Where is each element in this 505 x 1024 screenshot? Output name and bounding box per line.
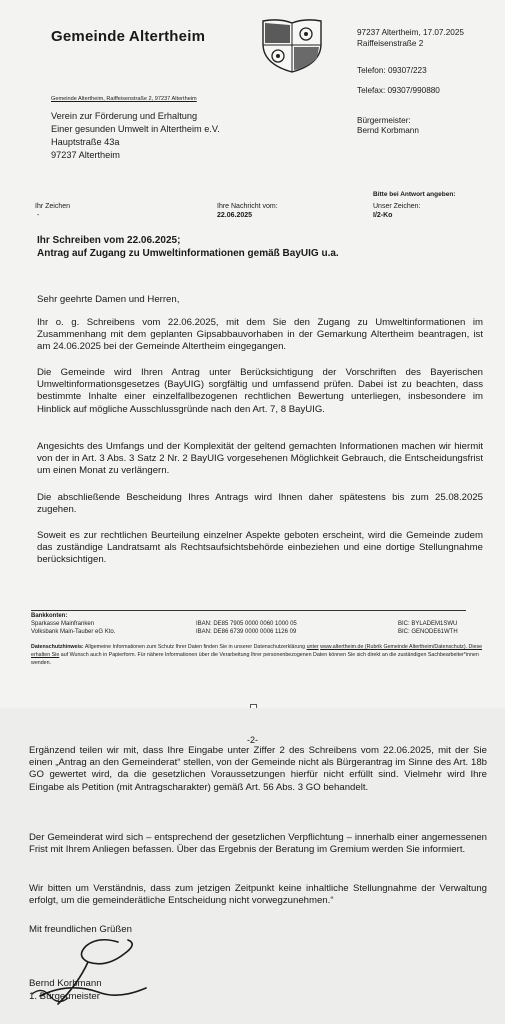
paragraph-understanding: Wir bitten um Verständnis, dass zum jetzigen Zeitpunkt keine inhaltliche Stellungnahme der Verwaltung erfolgt, um die gemeinderätliche Entscheidung nicht vorwegzunehmen.“: [29, 883, 487, 907]
iban-2: IBAN: DE86 6739 0000 0006 1126 09: [196, 629, 297, 635]
salutation: Sehr geehrte Damen und Herren,: [37, 294, 180, 305]
letter-page-2: [0, 708, 505, 1024]
bic-1: BIC: BYLADEM1SWU: [398, 621, 458, 627]
privacy-text: Allgemeine Informationen zum Schutz Ihrer Daten finden Sie in unserer Datenschutzerklärung: [84, 644, 306, 650]
letterhead-fax: Telefax: 09307/990880: [357, 86, 440, 95]
paragraph-authority: Soweit es zur rechtlichen Beurteilung einzelner Aspekte geboten erscheint, wird die Gemeinde zudem das zuständige Landratsamt als Rechtsaufsichtsbehörde einbeziehen und eine dortige Stellungnahme berücksichtigen.: [37, 530, 483, 566]
bank-name-1: Sparkasse Mainfranken: [31, 621, 95, 627]
subject-line-2: Antrag auf Zugang zu Umweltinformationen gemäß BayUIG u.a.: [37, 248, 339, 259]
recipient-line-1: Verein zur Förderung und Erhaltung: [51, 111, 198, 121]
privacy-label: Datenschutzhinweis:: [31, 644, 84, 650]
your-message-value: 22.06.2025: [217, 212, 253, 219]
our-sign-value: I/2-Ko: [373, 212, 393, 219]
page-number: -2-: [247, 735, 258, 745]
iban-1: IBAN: DE85 7905 0000 0060 1000 05: [196, 621, 297, 627]
paragraph-receipt: Ihr o. g. Schreibens vom 22.06.2025, mit dem Sie den Zugang zu Umweltinformationen im Zusammenhang mit dem geplanten Gipsabbauvorhaben in der Gemarkung Altertheim beantragen, ist am 24.06.2025 bei der Gemeinde Altertheim eingegangen.: [37, 317, 483, 353]
bank-label: Bankkonten:: [31, 613, 68, 619]
your-sign-label: Ihr Zeichen: [35, 203, 71, 210]
privacy-link[interactable]: www.altertheim.de (Rubrik Gemeinde Altertheim/Datenschutz). Diese erhalten Sie: [31, 644, 483, 658]
paragraph-review: Die Gemeinde wird Ihren Antrag unter Berücksichtigung der Vorschriften des Bayerischen Umweltinformationsgesetzes (BayUIG) sorgfältig und umfassend prüfen. Dabei ist zu beachten, dass bestimmte Inhalte einer einzelfallbezogenen rechtlichen Bewertung unterliegen, insbesondere im Hinblick auf mögliche Ausschlussgründe nach den Art. 7, 8 BayUIG.: [37, 367, 483, 415]
recipient-line-2: Einer gesunden Umwelt in Altertheim e.V.: [51, 124, 220, 134]
recipient-line-4: 97237 Altertheim: [51, 150, 120, 160]
bank-name-2: Volksbank Main-Tauber eG Kto.: [31, 629, 116, 635]
subject-line-1: Ihr Schreiben vom 22.06.2025;: [37, 235, 181, 246]
privacy-rest: auf Wunsch auch in Papierform. Für nähere: [60, 652, 164, 658]
paragraph-extension: Angesichts des Umfangs und der Komplexität der geltend gemachten Informationen machen wir hiermit von der in Art. 3 Abs. 3 Satz 2 Nr. 2 BayUIG vorgesehenen Möglichkeit Gebrauch, die Entscheidungsfrist um einen Monat zu verlängern.: [37, 441, 483, 477]
our-sign-label: Unser Zeichen:: [373, 203, 421, 210]
contact-label: Bürgermeister:: [357, 116, 411, 125]
org-name: Gemeinde Altertheim: [51, 28, 206, 45]
signer-title: 1. Bürgermeister: [29, 991, 100, 1002]
bic-2: BIC: GENODE61WTH: [398, 629, 458, 635]
coat-of-arms-icon: [259, 18, 325, 74]
your-sign-value: -: [37, 212, 40, 219]
paragraph-deadline: Die abschließende Bescheidung Ihres Antrags wird Ihnen daher spätestens bis zum 25.08.2025 zugehen.: [37, 492, 483, 516]
footer-divider: [31, 610, 466, 611]
recipient-line-3: Hauptstraße 43a: [51, 137, 120, 147]
signer-name: Bernd Korbmann: [29, 978, 102, 989]
reference-hint: Bitte bei Antwort angeben:: [373, 191, 456, 198]
privacy-notice: [31, 643, 485, 667]
closing: Mit freundlichen Grüßen: [29, 924, 132, 935]
your-message-label: Ihre Nachricht vom:: [217, 203, 278, 210]
letterhead-street: Raiffeisenstraße 2: [357, 39, 424, 48]
privacy-rest-2: Informationen über die Verarbeitung Ihrer personenbezogenen Daten können Sie sich direkt an die zuständigen Sachbearbeiter*innen wenden.: [31, 652, 479, 666]
contact-name: Bernd Korbmann: [357, 126, 419, 135]
letterhead-phone: Telefon: 09307/223: [357, 66, 427, 75]
paragraph-petition: Ergänzend teilen wir mit, dass Ihre Eingabe unter Ziffer 2 des Schreibens vom 22.06.2025, mit der Sie einen „Antrag an den Gemeinderat“ stellen, von der Gemeinde nicht als Bürgerantrag im Sinne des Art. 18b GO gewertet wird, da die gesetzlichen Voraussetzungen hierfür nicht erfüllt sind. Vielmehr wird Ihre Eingabe als Petition (mit Antragscharakter) gemäß Art. 56 Abs. 3 GO behandelt.: [29, 745, 487, 793]
paragraph-council: Der Gemeinderat wird sich – entsprechend der gesetzlichen Verpflichtung – innerhalb einer angemessenen Frist mit Ihrem Anliegen befassen. Über das Ergebnis der Beratung im Gremium werden Sie informiert.: [29, 832, 487, 856]
sender-line: Gemeinde Altertheim, Raiffeisenstraße 2, 97237 Altertheim: [51, 96, 197, 102]
privacy-link-prefix[interactable]: unter: [306, 644, 319, 650]
letterhead-date-line: 97237 Altertheim, 17.07.2025: [357, 28, 464, 37]
